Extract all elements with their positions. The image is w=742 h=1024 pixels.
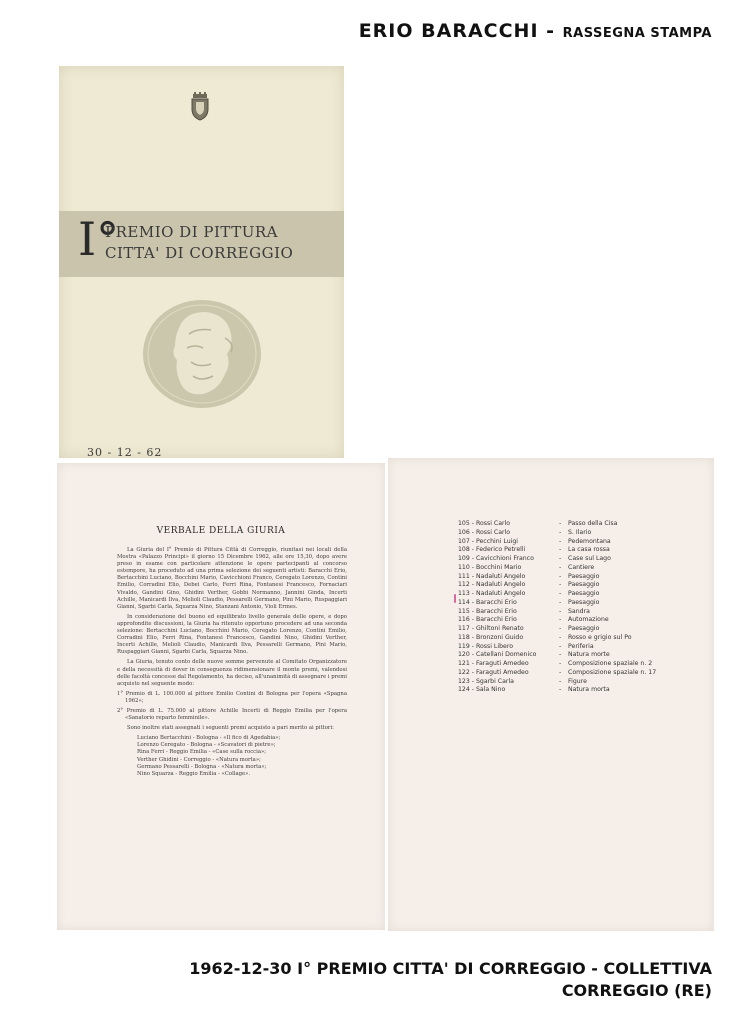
work-row: 124 - Sala Nino - Natura morta: [458, 686, 610, 694]
cover-title-line1: PREMIO DI PITTURA: [105, 223, 278, 241]
artist-name: ERIO BARACCHI -: [358, 20, 563, 42]
title-band: [59, 211, 344, 277]
work-row: 111 - Nadaluti Angelo - Paesaggio: [458, 572, 600, 580]
work-row: 113 - Nadaluti Angelo - Paesaggio: [458, 590, 600, 597]
jury-report-body: [117, 547, 347, 778]
report-paragraph: La Giuria, tenuto conto delle nuove somme pervenute al Comitato Organizzatore e della necessità di dover in conseguenza ridimensionare il monte premi, valendosi delle facoltà concesse dal Regolamento, ha deciso, all'unanimità di assegnare i premi acquisto nel seguente modo:: [117, 659, 347, 687]
work-row: 122 - Faraguti Amedeo - Composizione spaziale n. 17: [458, 668, 657, 676]
work-row: 105 - Rossi Carlo - Passo della Cisa: [458, 520, 618, 527]
work-row: 108 - Federico Petrelli - La casa rossa: [458, 546, 610, 554]
header-subtitle: RASSEGNA STAMPA: [562, 26, 712, 41]
works-list: [458, 520, 698, 695]
highlighter-mark: [454, 594, 456, 603]
purchase-prize-item: Lorenzo Ceregato - Bologna - «Scavatori di pietre»;: [137, 742, 276, 749]
work-row: 117 - Ghiltoni Renato - Paesaggio: [458, 625, 600, 632]
cover-title-line2: CITTA' DI CORREGGIO: [105, 244, 294, 262]
work-row: 116 - Baracchi Erio - Automazione: [458, 616, 609, 624]
bearded-profile-medallion-icon: [141, 298, 263, 410]
footer-event: 1962-12-30 I° PREMIO CITTA' DI CORREGGIO - COLLETTIVA: [189, 959, 712, 978]
report-paragraph: La Giuria del I° Premio di Pittura Città di Correggio, riunitasi nei locali della Mostra «Palazzo Principi» il giorno 15 Dicembre 1962, alle ore 15,30, dopo avere preso in esame con particolare attenzione le opere partecipanti al concorso estempore, ha proceduto ad una prima selezione dei seguenti artisti: Baracchi Erio, Bertacchini Luciano, Bocchini Mario, Cavicchioni Franco, Ceregato Lorenzo, Contini Emilio, Corradini Elio, Debei Carlo, Ferri Rina, Fontanesi Francesco, Fornaciari Vivaldo, Gandini Gino, Ghidini Verther, Gobbi Normanno, Jannini Ginda, Incerti Achille, Manicardi Ilva, Melioli Claudio, Pessarelli Germano, Pini Mario, Ruspaggiari Gianni, Sgarbi Carla, Squarza Nino, Stanzani Antonio, Violi Ermes.: [117, 547, 347, 610]
jury-report-page: [57, 463, 385, 930]
second-prize: 2° Premio di L. 75.000 al pittore Achille Incerti di Reggio Emilia per l'opera «Sanatorio reparto femminile».: [117, 707, 347, 722]
page-footer: [92, 958, 712, 1002]
report-paragraph: Sono inoltre stati assegnati i seguenti premi acquisto a pari merito ai pittori:: [127, 725, 334, 732]
first-prize: 1° Premio di L. 100.000 al pittore Emilio Contini di Bologna per l'opera «Spagna 1962»;: [117, 690, 347, 704]
page-header: [280, 20, 712, 42]
work-row: 114 - Baracchi Erio - Paesaggio: [458, 598, 600, 606]
date-start: 30 - 12 - 62: [87, 446, 163, 459]
purchase-prize-item: Nino Squarza - Reggio Emilia - «Collage».: [137, 770, 251, 777]
work-row: 115 - Baracchi Erio - Sandra: [458, 607, 590, 615]
work-row: 107 - Pecchini Luigi - Pedemontana: [458, 537, 611, 545]
purchase-prize-item: Verther Ghidini - Correggio - «Natura morta»;: [137, 756, 261, 763]
works-list-page: [388, 458, 714, 931]
catalog-cover: [59, 66, 344, 458]
work-row: 110 - Bocchini Mario - Cantiere: [458, 563, 595, 571]
purchase-prize-item: Germano Pessarelli - Bologna - «Natura morta»;: [137, 763, 267, 770]
purchase-prize-list: [117, 735, 347, 778]
purchase-prize-item: Rina Ferri - Reggio Emilia - «Case sulla roccia»;: [137, 749, 267, 756]
jury-report-title: VERBALE DELLA GIURIA: [156, 526, 286, 536]
work-row: 112 - Nadaluti Angelo - Paesaggio: [458, 581, 600, 589]
footer-location: CORREGGIO (RE): [561, 981, 712, 1000]
work-row: 109 - Cavicchioni Franco - Case sul Lago: [458, 555, 611, 562]
roman-numeral: I°: [78, 212, 120, 266]
work-row: 119 - Rossi Libero - Periferia: [458, 642, 594, 650]
report-paragraph: In considerazione del buono ed equilibrato livello generale delle opere, e dopo approfondite discussioni, la Giuria ha ritenuto opportuno procedere ad una seconda selezione: Bertacchini Luciano, Bocchini Mario, Ceregato Lorenzo, Contini Emilio, Corradini Elio, Ferri Rina, Fontanesi Francesco, Gandini Nino, Ghidini Verther, Incerti Achille, Melioli Claudio, Manicardi Ilva, Pessarelli Germano, Pini Mario, Ruspaggiari Gianni, Sgarbi Carla, Squarza Nino.: [117, 613, 347, 656]
work-row: 120 - Catellani Domenico - Natura morte: [458, 651, 610, 659]
work-row: 123 - Sgarbi Carla - Figure: [458, 677, 587, 685]
work-row: 118 - Bronzoni Guido - Rosso e grigio sul Po: [458, 633, 632, 641]
coat-of-arms-icon: [189, 92, 211, 122]
work-row: 106 - Rossi Carlo - S. Ilario: [458, 528, 592, 536]
purchase-prize-item: Luciano Bertacchini - Bologna - «Il fico di Agedabia»;: [137, 735, 281, 742]
work-row: 121 - Faraguti Amedeo - Composizione spaziale n. 2: [458, 660, 653, 667]
